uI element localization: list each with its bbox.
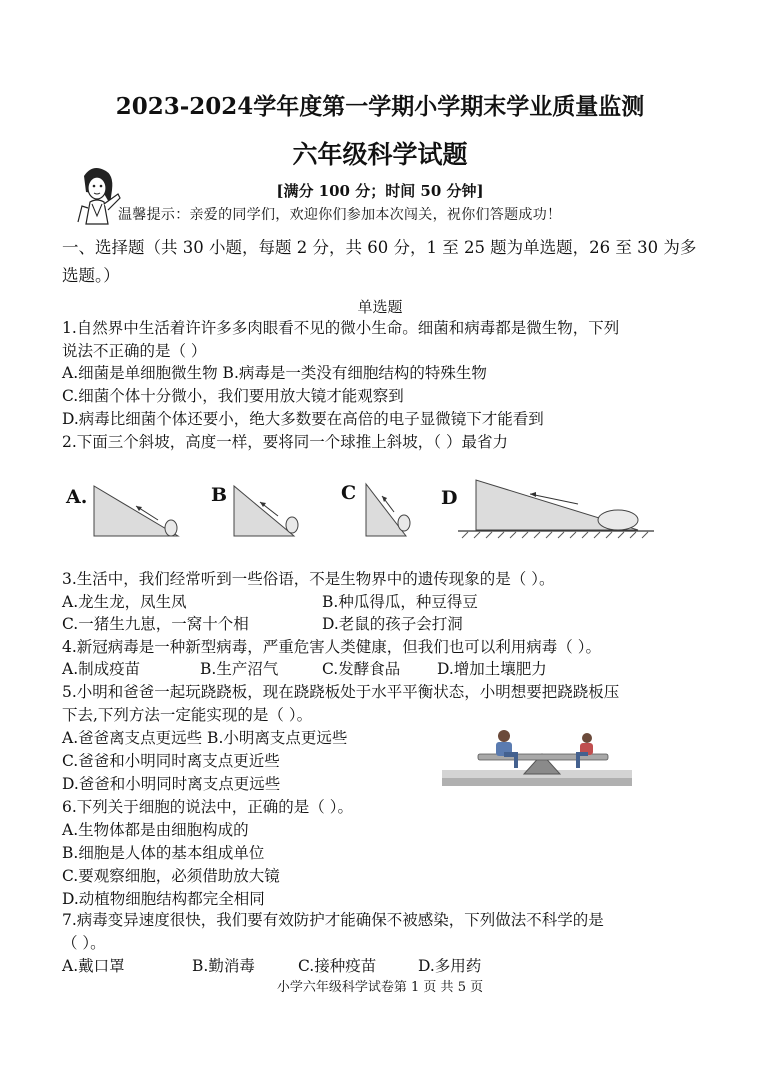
q1-options-ab: A.细菌是单细胞微生物 B.病毒是一类没有细胞结构的特殊生物: [62, 364, 487, 382]
q3-option-a: A.龙生龙，凤生凤: [62, 593, 187, 611]
q6-stem: 6.下列关于细胞的说法中，正确的是（ ）。: [62, 798, 353, 816]
q3-option-c: C.一猪生九崽，一窝十个相: [62, 615, 249, 633]
exam-subtitle: 六年级科学试题: [292, 140, 468, 169]
slope-label-d: D: [441, 487, 458, 509]
q1-option-d: D.病毒比细菌个体还要小，绝大多数要在高倍的电子显微镜下才能看到: [62, 410, 544, 428]
q7-option-d: D.多用药: [418, 957, 482, 975]
q6-option-b: B.细胞是人体的基本组成单位: [62, 844, 265, 862]
q5-stem-line1: 5.小明和爸爸一起玩跷跷板，现在跷跷板处于水平平衡状态，小明想要把跷跷板压: [62, 683, 620, 701]
section-heading-line1: 一、选择题（共 30 小题，每题 2 分，共 60 分，1 至 25 题为单选题，26 至 30 为多: [62, 238, 697, 257]
score-time: [满分 100 分；时间 50 分钟]: [276, 182, 484, 200]
q4-option-d: D.增加土壤肥力: [437, 660, 547, 678]
q4-option-b: B.生产沼气: [200, 660, 279, 678]
q3-option-b: B.种瓜得瓜，种豆得豆: [322, 593, 478, 611]
single-choice-subheading: 单选题: [357, 298, 403, 316]
exam-title: 2023-2024学年度第一学期小学期末学业质量监测: [115, 93, 645, 120]
q6-option-c: C.要观察细胞，必须借助放大镜: [62, 867, 280, 885]
q7-option-c: C.接种疫苗: [298, 957, 377, 975]
slope-c-figure: [362, 480, 416, 540]
q4-stem: 4.新冠病毒是一种新型病毒，严重危害人类健康，但我们也可以利用病毒（ ）。: [62, 638, 601, 656]
q3-option-d: D.老鼠的孩子会打洞: [322, 615, 463, 633]
q2-stem: 2.下面三个斜坡，高度一样，要将同一个球推上斜坡，（ ）最省力: [62, 433, 508, 451]
q5-option-d: D.爸爸和小明同时离支点更远些: [62, 775, 281, 793]
q5-options-ab: A.爸爸离支点更远些 B.小明离支点更远些: [62, 729, 348, 747]
q7-option-a: A.戴口罩: [62, 957, 125, 975]
slope-d-figure: [458, 476, 656, 542]
q4-option-c: C.发酵食品: [322, 660, 401, 678]
slope-label-a: A.: [66, 486, 88, 508]
q5-stem-line2: 下去,下列方法一定能实现的是（ ）。: [62, 706, 313, 724]
seesaw-illustration: [442, 728, 634, 790]
q1-stem-line1: 1.自然界中生活着许许多多肉眼看不见的微小生命。细菌和病毒都是微生物，下列: [62, 319, 620, 337]
warm-tip: 温馨提示：亲爱的同学们，欢迎你们参加本次闯关，祝你们答题成功！: [118, 207, 562, 223]
page-footer: 小学六年级科学试卷第 1 页 共 5 页: [276, 980, 484, 995]
q7-stem-line2: （ ）。: [62, 934, 106, 952]
slope-b-figure: [230, 482, 302, 540]
slope-label-b: B: [211, 484, 228, 506]
slope-label-c: C: [341, 482, 357, 504]
q6-option-d: D.动植物细胞结构都完全相同: [62, 890, 265, 908]
q7-stem-line1: 7.病毒变异速度很快，我们要有效防护才能确保不被感染，下列做法不科学的是: [62, 911, 604, 929]
q7-option-b: B.勤消毒: [192, 957, 255, 975]
q1-option-c: C.细菌个体十分微小，我们要用放大镜才能观察到: [62, 387, 404, 405]
slope-a-figure: [92, 484, 184, 540]
q3-stem: 3.生活中，我们经常听到一些俗语，不是生物界中的遗传现象的是（ ）。: [62, 570, 555, 588]
section-heading-line2: 选题。）: [62, 266, 120, 285]
q1-stem-line2: 说法不正确的是（ ）: [62, 342, 207, 360]
q6-option-a: A.生物体都是由细胞构成的: [62, 821, 249, 839]
q5-option-c: C.爸爸和小明同时离支点更近些: [62, 752, 280, 770]
q4-option-a: A.制成疫苗: [62, 660, 141, 678]
mascot-girl-icon: [70, 164, 124, 226]
